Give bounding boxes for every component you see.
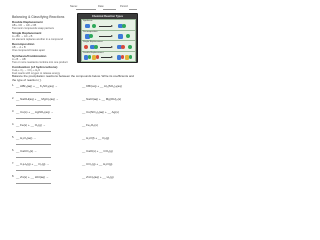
reaction-types-panel <box>77 13 138 63</box>
problem-reactants: __ Fe(s) + __ O₂(g) → <box>16 123 46 127</box>
date-line <box>103 9 116 10</box>
definition-equation: AB → A + B <box>12 46 26 50</box>
arrow-shaft <box>100 47 111 48</box>
problem-products: __ NaCl(aq) + __ Mg(OH)₂(s) <box>82 97 122 101</box>
definition-synthesis <box>12 54 74 64</box>
problem-row <box>12 136 139 149</box>
problem-row <box>12 110 139 123</box>
reactant-a-shape <box>85 24 90 29</box>
problem-number: 7. <box>12 162 15 165</box>
definition-single-replacement <box>12 31 74 41</box>
reaction-type-answer-line[interactable] <box>16 131 51 132</box>
name-line <box>76 9 96 10</box>
problem-products: __ ZnCl₂(aq) + __ H₂(g) <box>82 175 114 179</box>
row-label: Synthesis <box>83 20 93 23</box>
row-label: Single Replacement <box>83 41 103 44</box>
problem-products: __ Cu(NO₃)₂(aq) + __ Ag(s) <box>82 110 119 114</box>
problem-products: __ KBr(aq) + __ Al₂(SO₄)₃(aq) <box>82 84 122 88</box>
definitions-list <box>12 20 74 75</box>
product-a-shape <box>118 34 123 39</box>
reaction-type-answer-line[interactable] <box>16 105 51 106</box>
product-b-shape <box>128 45 132 49</box>
problem-row <box>12 175 139 188</box>
period-line <box>129 9 137 10</box>
arrow-icon <box>111 56 113 58</box>
definition-heading: Single Replacement <box>12 31 42 36</box>
definition-heading: Synthesis/Combination <box>12 53 47 58</box>
problem-number: 6. <box>12 149 15 152</box>
arrow-icon <box>111 35 113 37</box>
problem-number: 4. <box>12 123 15 126</box>
problem-number: 3. <box>12 110 15 113</box>
reaction-type-answer-line[interactable] <box>16 118 51 119</box>
problem-row <box>12 149 139 162</box>
problem-number: 1. <box>12 84 15 87</box>
problem-row <box>12 97 139 110</box>
reactant-c-shape <box>96 55 100 59</box>
double-replacement-row <box>81 51 136 63</box>
definition-double-replacement <box>12 20 74 30</box>
definition-equation: AB + CD → AD + CB <box>12 24 37 27</box>
definition-decomposition <box>12 42 74 52</box>
problem-products: __ Fe₂O₃(s) <box>82 123 98 127</box>
problem-reactants: __ NaOH(aq) + __ MgCl₂(aq) → <box>16 97 59 101</box>
problem-number: 2. <box>12 97 15 100</box>
problem-reactants: __ Zn(s) + __ HCl(aq) → <box>16 175 49 179</box>
definition-heading: Double Replacement <box>12 20 43 24</box>
arrow-shaft <box>99 36 111 37</box>
arrow-shaft <box>101 57 111 58</box>
date-label: Date: <box>98 5 105 8</box>
problem-row <box>12 84 139 97</box>
row-label: Double Replacement <box>83 51 104 54</box>
reaction-type-answer-line[interactable] <box>16 144 51 145</box>
definition-equation: A + BC → AC + B <box>12 35 33 39</box>
arrow-shaft <box>99 26 111 27</box>
reaction-type-answer-line[interactable] <box>16 170 51 171</box>
product-b-shape <box>129 55 133 59</box>
product-b-shape <box>122 24 126 28</box>
definition-equation: A + B → AB <box>12 57 26 61</box>
problem-reactants: __ AlBr₃(aq) + __ K₂SO₄(aq) → <box>16 84 58 88</box>
definition-note: An element replaces another in a compound <box>12 38 63 42</box>
reaction-type-answer-line[interactable] <box>16 92 51 93</box>
arrow-icon <box>111 46 113 48</box>
problem-number: 8. <box>12 175 15 178</box>
definition-equation: CₓHᵧ + O₂ → CO₂ + H₂O <box>12 68 41 72</box>
row-label: Decomposition <box>83 30 98 33</box>
reactant-b-shape <box>92 24 96 28</box>
product-b-shape <box>126 34 130 38</box>
panel-title: Chemical Reaction Types <box>91 15 124 18</box>
problem-row <box>12 162 139 175</box>
problem-reactants: __ H₂O₂(aq) → <box>16 136 37 140</box>
problem-reactants: __ C₃H₈(g) + __ O₂(g) → <box>16 162 50 166</box>
worksheet-title: Balancing & Classifying Reactions <box>12 15 65 19</box>
definition-heading: Combustion (of hydrocarbons) <box>12 64 58 69</box>
definition-note: Two ionic compounds swap partners <box>12 27 54 30</box>
problem-products: __ H₂O(l) + __ O₂(g) <box>82 136 110 140</box>
instructions: Balance the precipitation reactions between the compounds below. Write its coefficients and the type of reaction ( ). <box>12 74 134 83</box>
reactant-b-shape <box>89 34 93 38</box>
problem-row <box>12 123 139 136</box>
problem-products: __ CaO(s) + __ CO₂(g) <box>82 149 113 153</box>
definition-heading: Decomposition <box>12 42 35 47</box>
problem-number: 5. <box>12 136 15 139</box>
definition-note: Two or more reactants combine into one product <box>12 60 68 64</box>
definition-note: One compound breaks apart <box>12 49 45 53</box>
reactant-b-shape <box>94 45 98 49</box>
period-label: Period: <box>120 5 129 8</box>
product-c-shape <box>121 55 125 59</box>
reactant-c-shape <box>84 45 88 49</box>
problem-reactants: __ Cu(s) + __ AgNO₃(aq) → <box>16 110 54 114</box>
reaction-type-answer-line[interactable] <box>16 183 51 184</box>
problem-reactants: __ CaCO₃(s) → <box>16 149 38 153</box>
reactant-b-shape <box>88 55 92 59</box>
arrow-icon <box>111 25 113 27</box>
problem-products: __ CO₂(g) + __ H₂O(g) <box>82 162 113 166</box>
name-label: Name: <box>70 5 78 8</box>
product-c-shape <box>121 45 125 49</box>
definition-note: Fuel reacts with oxygen to release energy <box>12 71 61 75</box>
problem-list <box>12 84 139 188</box>
reaction-type-answer-line[interactable] <box>16 157 51 158</box>
